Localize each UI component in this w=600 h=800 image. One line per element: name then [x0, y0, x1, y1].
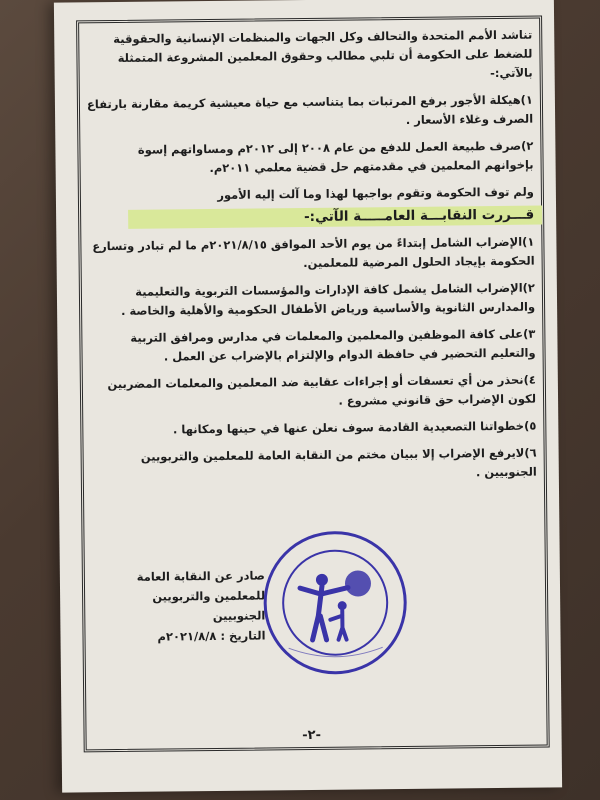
demand-item: ١)هيكلة الأجور برفع المرتبات بما يتناسب مع حياة معيشية كريمة مقارنة بارتفاع الصرف وغلاء الأسعار . — [86, 92, 534, 127]
document-body — [86, 26, 537, 495]
issue-date: التاريخ : ٢٠٢١/٨/٨م — [157, 628, 266, 644]
issuer-block — [100, 565, 266, 647]
decision-item: ٢)الإضراب الشامل يشمل كافة الإدارات والمؤسسات التربوية والتعليمية والمدارس الثانوية والأساسية ورياض الأطفال الحكومية والأهلية والخاصة . — [120, 280, 536, 318]
intro-paragraph: تناشد الأمم المتحدة والتحالف وكل الجهات والمنظمات الإنسانية والحقوقية للضغط على الحكومة أن تلبي مطالب وحقوق المعلمين المشروعة المتمثلة بالآتي:- — [113, 27, 533, 81]
demand-item: ٢)صرف طبيعة العمل للدفع من عام ٢٠٠٨ إلى ٢٠١٢م ومساواتهم إسوة بإخوانهم المعلمين في مقدمتهم حل قضية معلمي ٢٠١١م. — [137, 138, 534, 176]
decision-headline: قـــررت النقابـــة العامـــــة الآتي:- — [128, 206, 542, 229]
issuer-line: صادر عن النقابة العامة — [136, 568, 265, 584]
union-seal-icon — [259, 527, 411, 679]
decision-item: ٥)خطواتنا التصعيدية القادمة سوف نعلن عنها في حينها ومكانها . — [172, 418, 537, 437]
decision-item: ٤)نحذر من أي تعسفات أو إجراءات عقابية ضد المعلمين والمعلمات المضربين لكون الإضراب حق قانوني مشروع . — [107, 372, 537, 408]
page-number: -٢- — [302, 727, 322, 744]
transition-line: ولم توف الحكومة وتقوم بواجبها لهذا وما آلت إليه الأمور — [217, 184, 534, 202]
decision-item: ٦)لايرفع الإضراب إلا ببيان مختم من النقابة العامة للمعلمين والتربويين الجنوبيين . — [140, 445, 537, 480]
document-sheet — [54, 0, 562, 793]
issuer-line: للمعلمين والتربويين الجنوبيين — [152, 588, 266, 624]
decision-item: ٣)على كافة الموظفين والمعلمين والمعلمات في مدارس ومرافق التربية والتعليم التحضير في حافظة الدوام والإلتزام بالإضراب عن العمل . — [130, 326, 536, 364]
decision-item: ١)الإضراب الشامل إبتداءً من يوم الأحد الموافق ٢٠٢١/٨/١٥م ما لم تبادر وتسارع الحكومة بإيجاد الحلول المرضية للمعلمين. — [92, 234, 535, 271]
